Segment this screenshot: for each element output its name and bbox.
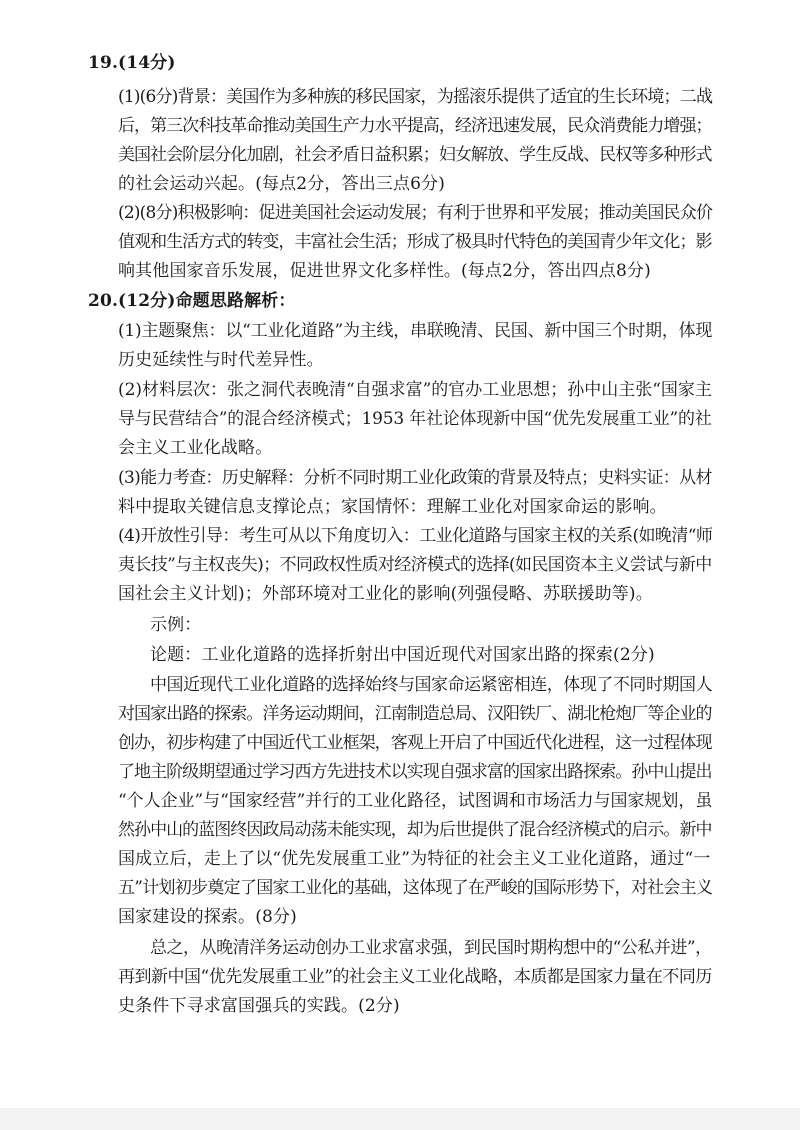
example-label: 示例： [150, 615, 202, 635]
essay-body-line: 了地主阶级期望通过学习西方先进技术以实现自强求富的国家出路探索。孙中山提出 [118, 762, 712, 782]
conclusion-line: 总之，从晚清洋务运动创办工业求富求强，到民国时期构想中的“公私并进”， [150, 938, 712, 958]
thesis-line: 论题：工业化道路的选择折射出中国近现代对国家出路的探索(2分) [150, 645, 655, 665]
essay-body-line: 中国近现代工业化道路的选择始终与国家命运紧密相连，体现了不同时期国人 [150, 675, 713, 695]
essay-body-line: 创办，初步构建了中国近代工业框架，客观上开启了中国近代化进程，这一过程体现 [118, 733, 712, 753]
essay-body-line: 对国家出路的探索。洋务运动期间，江南制造总局、汉阳铁厂、湖北枪炮厂等企业的 [118, 704, 712, 724]
question-20-header: 20.(12分)命题思路解析： [88, 291, 296, 311]
q20-point3-line: 料中提取关键信息支撑论点；家国情怀：理解工业化对国家命运的影响。 [118, 497, 667, 517]
q20-point2-line: 导与民营结合”的混合经济模式；1953 年社论体现新中国“优先发展重工业”的社 [118, 409, 712, 429]
q20-point4-line: 国社会主义计划)；外部环境对工业化的影响(列强侵略、苏联援助等)。 [118, 584, 653, 604]
q19-part2-line: 值观和生活方式的转变，丰富社会生活；形成了极具时代特色的美国青少年文化；影 [118, 232, 712, 252]
conclusion-line: 再到新中国“优先发展重工业”的社会主义工业化战略，本质都是国家力量在不同历 [118, 967, 712, 987]
q20-point1-line: (1)主题聚焦：以“工业化道路”为主线，串联晚清、民国、新中国三个时期，体现 [118, 321, 713, 341]
q20-point3-line: (3)能力考查：历史解释：分析不同时期工业化政策的背景及特点；史料实证：从材 [118, 468, 712, 488]
q20-point2-line: (2)材料层次：张之洞代表晚清“自强求富”的官办工业思想；孙中山主张“国家主 [118, 380, 712, 400]
essay-body-line: 国家建设的探索。(8分) [118, 907, 297, 927]
q20-point1-line: 历史延续性与时代差异性。 [118, 350, 324, 370]
q19-part2-line: (2)(8分)积极影响：促进美国社会运动发展；有利于世界和平发展；推动美国民众价 [118, 203, 713, 223]
essay-body-line: “个人企业”与“国家经营”并行的工业化路径，试图调和市场活力与国家规划，虽 [118, 791, 713, 811]
page-bottom-edge [0, 1108, 800, 1130]
q20-point4-line: (4)开放性引导：考生可从以下角度切入：工业化道路与国家主权的关系(如晚清“师 [118, 526, 713, 546]
essay-body-line: 五”计划初步奠定了国家工业化的基础，这体现了在严峻的国际形势下，对社会主义 [118, 878, 713, 898]
conclusion-line: 史条件下寻求富国强兵的实践。(2分) [118, 996, 400, 1016]
q20-point2-line: 会主义工业化战略。 [118, 438, 273, 458]
q19-part1-line: 的社会运动兴起。(每点2分，答出三点6分) [118, 174, 446, 194]
q19-part1-line: (1)(6分)背景：美国作为多种族的移民国家，为摇滚乐提供了适宜的生长环境；二战 [118, 87, 713, 107]
q19-part1-line: 后，第三次科技革命推动美国生产力水平提高，经济迅速发展，民众消费能力增强； [118, 116, 712, 136]
q20-point4-line: 夷长技”与主权丧失)；不同政权性质对经济模式的选择(如民国资本主义尝试与新中 [118, 555, 712, 575]
q19-part1-line: 美国社会阶层分化加剧，社会矛盾日益积累；妇女解放、学生反战、民权等多种形式 [118, 145, 712, 165]
essay-body-line: 然孙中山的蓝图终因政局动荡未能实现，却为后世提供了混合经济模式的启示。新中 [118, 820, 712, 840]
q19-part2-line: 响其他国家音乐发展，促进世界文化多样性。(每点2分，答出四点8分) [118, 261, 651, 281]
question-19-header: 19.(14分) [88, 53, 176, 73]
essay-body-line: 国成立后，走上了以“优先发展重工业”为特征的社会主义工业化道路，通过“一 [118, 849, 711, 869]
